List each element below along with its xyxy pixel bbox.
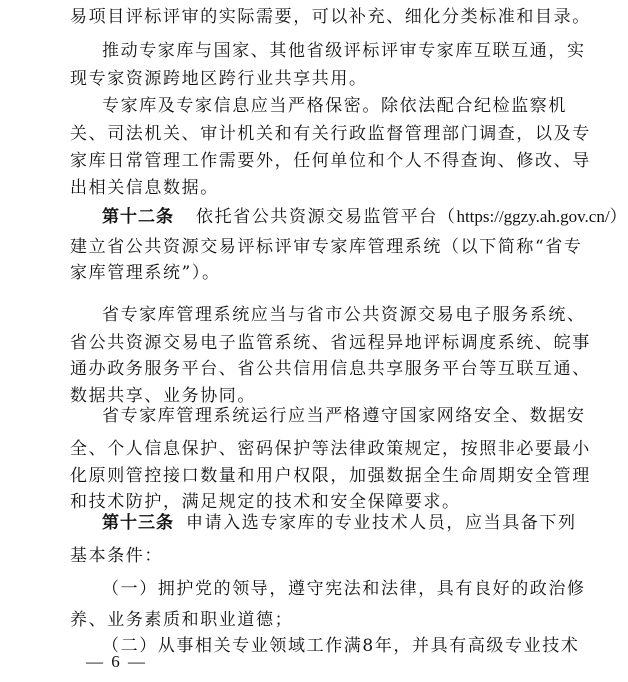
text-span: 依托省公共资源交易监管平台（ (196, 207, 457, 227)
article-12-heading: 第十二条 (102, 207, 174, 227)
text-line: 现专家资源跨地区跨行业共享共用。 (70, 69, 368, 89)
platform-url: https://ggzy.ah.gov.cn/ (456, 207, 610, 226)
text-span: ） (609, 207, 628, 227)
text-line: 数据共享、业务协同。 (70, 386, 256, 406)
text-line: 家库管理系统”）。 (70, 263, 221, 283)
text-line: 推动专家库与国家、其他省级评标评审专家库互联互通，实 (102, 41, 586, 61)
text-line: 和技术防护，满足规定的技术和安全保障要求。 (70, 492, 461, 512)
text-line: 省专家库管理系统运行应当严格遵守国家网络安全、数据安 (102, 406, 586, 426)
text-line: 易项目评标评审的实际需要，可以补充、细化分类标准和目录。 (70, 7, 591, 27)
text-line: 全、个人信息保护、密码保护等法律政策规定，按照非必要最小 (70, 439, 591, 459)
text-line: 省公共资源交易电子监管系统、省远程异地评标调度系统、皖事 (70, 333, 591, 353)
text-line: 通办政务服务平台、省公共信用信息共享服务平台等互联互通、 (70, 359, 591, 379)
text-line: 化原则管控接口数量和用户权限，加强数据全生命周期安全管理 (70, 466, 591, 486)
article-13-heading: 第十三条 (102, 513, 174, 533)
text-line: 专家库及专家信息应当严格保密。除依法配合纪检监察机 (102, 96, 567, 116)
text-line: 建立省公共资源交易评标评审专家库管理系统（以下简称“省专 (70, 237, 583, 257)
text-line: （一）拥护党的领导，遵守宪法和法律，具有良好的政治修 (102, 579, 586, 599)
text-line: 省专家库管理系统应当与省市公共资源交易电子服务系统、 (102, 305, 586, 325)
text-line: 出相关信息数据。 (70, 178, 219, 198)
text-line: 关、司法机关、审计机关和有关行政监督管理部门调查，以及专 (70, 124, 591, 144)
text-line: 家库日常管理工作需要外，任何单位和个人不得查询、修改、导 (70, 151, 591, 171)
text-span: 申请入选专家库的专业技术人员，应当具备下列 (186, 513, 577, 533)
page-number: — 6 — (86, 652, 147, 671)
text-line: （二）从事相关专业领域工作满8年，并具有高级专业技术 (102, 636, 580, 656)
text-line: 养、业务素质和职业道德； (70, 610, 294, 630)
text-line: 基本条件： (70, 546, 163, 566)
